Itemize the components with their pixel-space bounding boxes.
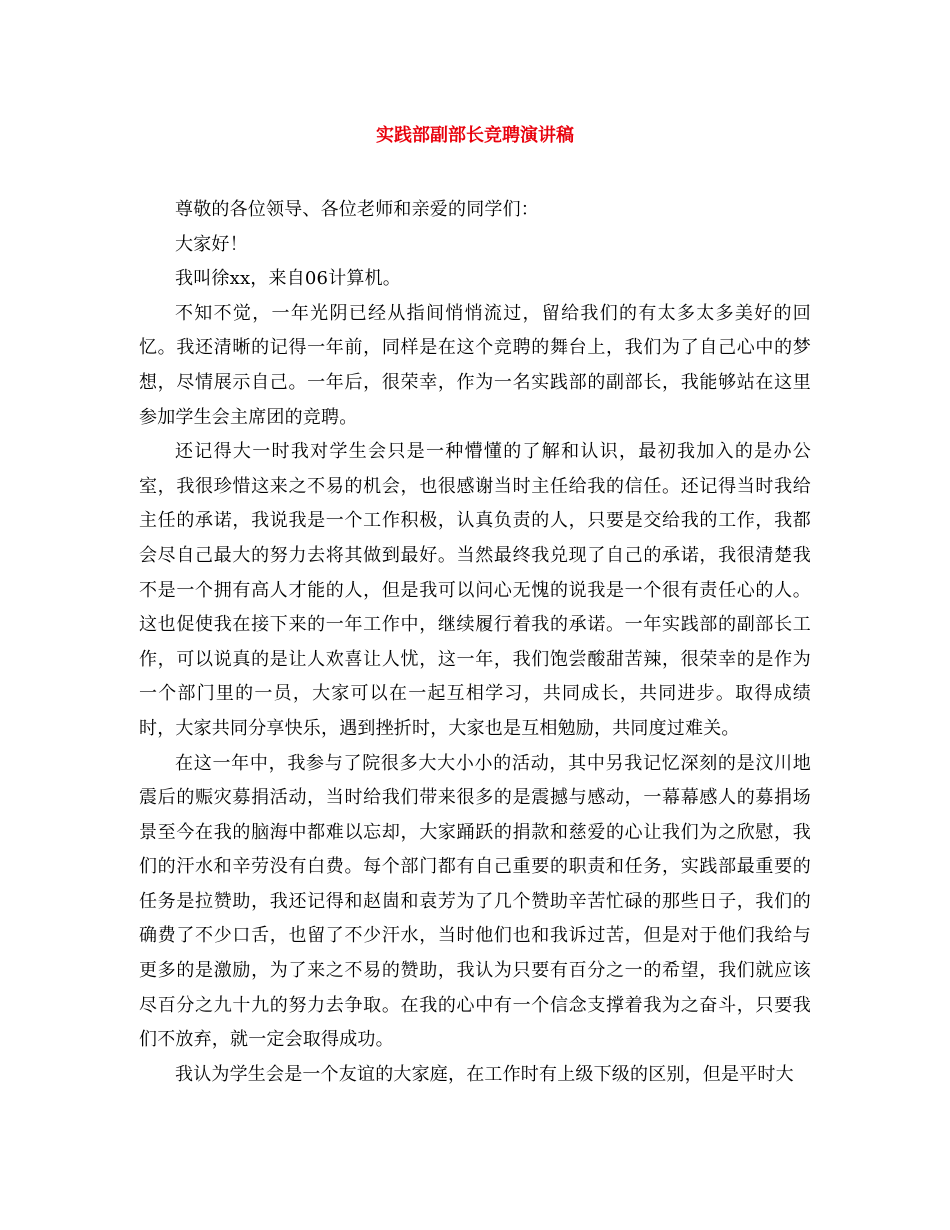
paragraph-self-intro: 我叫徐xx，来自06计算机。 [175, 268, 402, 290]
document-body [139, 193, 811, 1092]
paragraph-greeting: 尊敬的各位领导、各位老师和亲爱的同学们： [175, 199, 539, 220]
paragraph-body: 我认为学生会是一个友谊的大家庭，在工作时有上级下级的区别，但是平时大 [175, 1063, 794, 1085]
paragraph-body: 不知不觉，一年光阴已经从指间悄悄流过，留给我们的有太多太多美好的回忆。我还清晰的记得一年前，同样是在这个竞聘的舞台上，我们为了自己心中的梦想，尽情展示自己。一年后，很荣幸，作为一名实践部的副部长，我能够站在这里参加学生会主席团的竞聘。 [139, 302, 811, 428]
paragraph-body: 还记得大一时我对学生会只是一种懵懂的了解和认识，最初我加入的是办公室，我很珍惜这来之不易的机会，也很感谢当时主任给我的信任。还记得当时我给主任的承诺，我说我是一个工作积极，认真负责的人，只要是交给我的工作，我都会尽自己最大的努力去将其做到最好。当然最终我兑现了自己的承诺，我很清楚我不是一个拥有高人才能的人，但是我可以问心无愧的说我是一个很有责任心的人。这也促使我在接下来的一年工作中，继续履行着我的承诺。一年实践部的副部长工作，可以说真的是让人欢喜让人忧，这一年，我们饱尝酸甜苦辣，很荣幸的是作为一个部门里的一员，大家可以在一起互相学习，共同成长，共同进步。取得成绩时，大家共同分享快乐，遇到挫折时，大家也是互相勉励，共同度过难关。 [139, 441, 811, 739]
document-title: 实践部副部长竞聘演讲稿 [376, 125, 574, 146]
paragraph-body: 在这一年中，我参与了院很多大大小小的活动，其中另我记忆深刻的是汶川地震后的赈灾募捐活动，当时给我们带来很多的是震撼与感动，一幕幕感人的募捐场景至今在我的脑海中都难以忘却，大家踊跃的捐款和慈爱的心让我们为之欣慰，我们的汗水和辛劳没有白费。每个部门都有自己重要的职责和任务，实践部最重要的任务是拉赞助，我还记得和赵崮和袁芳为了几个赞助辛苦忙碌的那些日子，我们的确费了不少口舌，也留了不少汗水，当时他们也和我诉过苦，但是对于他们我给与更多的是激励，为了来之不易的赞助，我认为只要有百分之一的希望，我们就应该尽百分之九十九的努力去争取。在我的心中有一个信念支撑着我为之奋斗，只要我们不放弃，就一定会取得成功。 [139, 752, 811, 1051]
paragraph-hello: 大家好！ [175, 233, 248, 255]
